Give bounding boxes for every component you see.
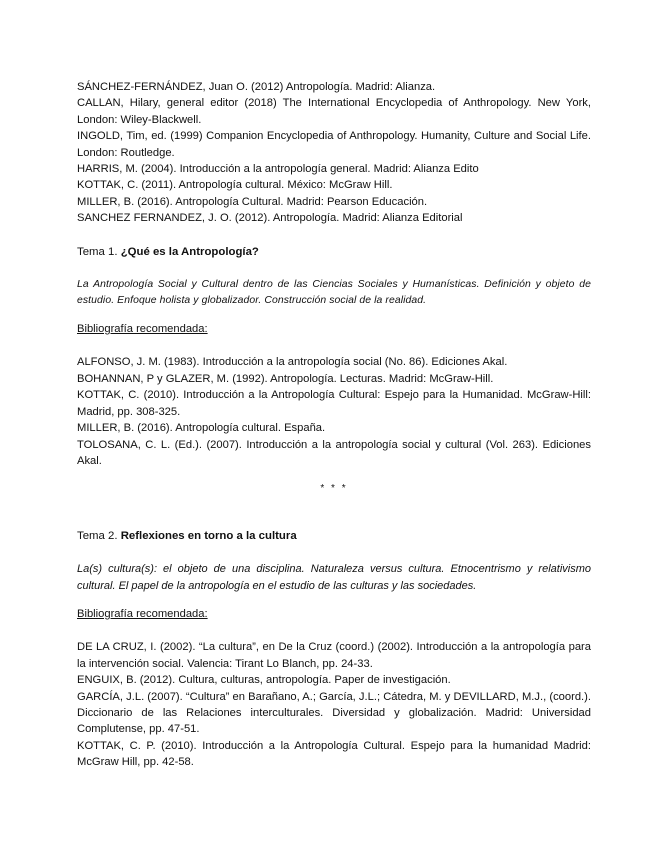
bibliography-entry: KOTTAK, C. P. (2010). Introducción a la Antropología Cultural. Espejo para la humanidad Madrid: McGraw Hill, pp. 42-58. <box>77 739 591 769</box>
bibliography-entry: DE LA CRUZ, I. (2002). “La cultura”, en De la Cruz (coord.) (2002). Introducción a la antropología para la intervención social. Valencia: Tirant Lo Blanch, pp. 24-33. <box>77 641 591 670</box>
tema1-bibliography-label: Bibliografía recomendada: <box>77 323 208 336</box>
tema2-title: Reflexiones en torno a la cultura <box>120 529 297 542</box>
tema2-description: La(s) cultura(s): el objeto de una disciplina. Naturaleza versus cultura. Etnocentrismo y relativismo cultural. El papel de la antropología en el estudio de las culturas y las sociedades. <box>77 563 591 592</box>
bibliography-entry: SÁNCHEZ-FERNÁNDEZ, Juan O. (2012) Antropología. Madrid: Alianza. <box>77 81 436 93</box>
bibliography-entry: ENGUIX, B. (2012). Cultura, culturas, antropología. Paper de investigación. <box>77 674 451 687</box>
general-bibliography <box>77 79 591 227</box>
bibliography-entry: KOTTAK, C. (2010). Introducción a la Antropología Cultural: Espejo para la Humanidad. McGraw-Hill: Madrid, pp. 308-325. <box>77 389 591 418</box>
tema2-bibliography-label: Bibliografía recomendada: <box>77 607 208 620</box>
bibliography-entry: CALLAN, Hilary, general editor (2018) The International Encyclopedia of Anthropology. New York, London: Wiley-Blackwell. <box>77 97 591 126</box>
tema1-prefix: Tema 1. <box>77 245 121 258</box>
bibliography-entry: HARRIS, M. (2004). Introducción a la antropología general. Madrid: Alianza Edito <box>77 163 479 176</box>
bibliography-entry: BOHANNAN, P y GLAZER, M. (1992). Antropología. Lecturas. Madrid: McGraw-Hill. <box>77 372 494 385</box>
bibliography-entry: MILLER, B. (2016). Antropología cultural. España. <box>77 422 326 435</box>
tema1-title: ¿Qué es la Antropología? <box>120 245 259 258</box>
tema2-heading <box>77 528 591 544</box>
bibliography-entry: MILLER, B. (2016). Antropología Cultural. Madrid: Pearson Educación. <box>77 195 428 208</box>
bibliography-entry: KOTTAK, C. (2011). Antropología cultural. México: McGraw Hill. <box>77 179 393 192</box>
tema1-description: La Antropología Social y Cultural dentro de las Ciencias Sociales y Humanísticas. Definición y objeto de estudio. Enfoque holista y globalizador. Construcción social de la realidad. <box>77 279 591 307</box>
tema1-bibliography <box>77 354 591 469</box>
tema2-prefix: Tema 2. <box>77 529 121 542</box>
tema2-bibliography <box>77 639 591 770</box>
bibliography-entry: INGOLD, Tim, ed. (1999) Companion Encyclopedia of Anthropology. Humanity, Culture and Social Life. London: Routledge. <box>77 130 591 159</box>
document-content <box>77 79 591 771</box>
bibliography-entry: ALFONSO, J. M. (1983). Introducción a la antropología social (No. 86). Ediciones Akal. <box>77 356 508 369</box>
tema1-heading <box>77 244 591 260</box>
section-separator: * * * <box>320 483 348 495</box>
bibliography-entry: SANCHEZ FERNANDEZ, J. O. (2012). Antropología. Madrid: Alianza Editorial <box>77 212 463 225</box>
bibliography-entry: TOLOSANA, C. L. (Ed.). (2007). Introducción a la antropología social y cultural (Vol. 263). Ediciones Akal. <box>77 438 591 467</box>
bibliography-entry: GARCÍA, J.L. (2007). “Cultura” en Barañano, A.; García, J.L.; Cátedra, M. y DEVILLARD, M.J., (coord.). Diccionario de las Relaciones interculturales. Diversidad y globalización. Madrid: Universidad Complutense, pp. 47-51. <box>77 690 591 736</box>
